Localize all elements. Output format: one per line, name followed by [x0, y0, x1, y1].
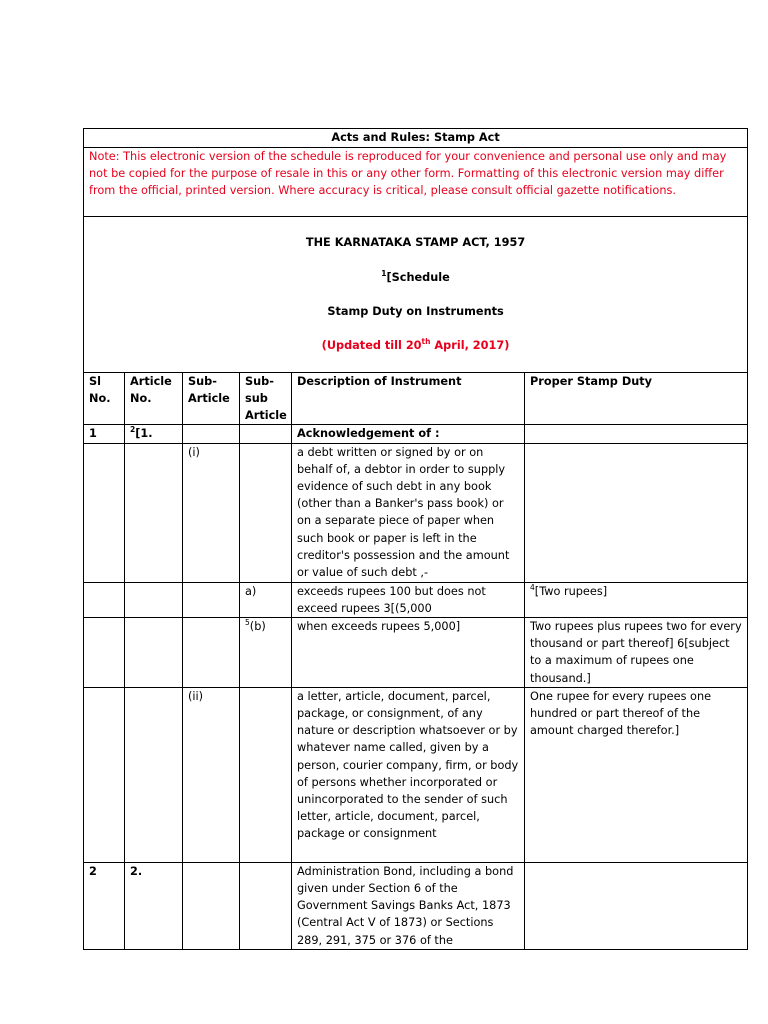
duty-text: [Two rupees]	[534, 584, 608, 598]
cell-sub-sub-article	[240, 687, 292, 862]
cell-description: Administration Bond, including a bond given under Section 6 of the Government Savings Banks Act, 1873 (Central Act V of 1873) or Sections 289, 291, 375 or 376 of the	[292, 862, 525, 949]
cell-sl	[84, 618, 125, 688]
col-header-article-no: Article No.	[125, 372, 183, 425]
table-row	[84, 618, 748, 688]
table-row	[84, 862, 748, 949]
col-header-description: Description of Instrument	[292, 372, 525, 425]
stamp-duty-schedule-table	[83, 128, 748, 950]
cell-sub-article	[183, 425, 240, 443]
copyright-note: Note: This electronic version of the schedule is reproduced for your convenience and personal use only and may not be copied for the purpose of resale in this or any other form. Formatting of this electronic version may differ from the official, printed version. Where accuracy is critical, please consult official gazette notifications.	[84, 148, 748, 217]
cell-sub-article	[183, 862, 240, 949]
cell-article	[125, 443, 183, 582]
col-header-sub-article: Sub-Article	[183, 372, 240, 425]
cell-duty: One rupee for every rupees one hundred or part thereof of the amount charged therefor.]	[525, 687, 748, 862]
header-title-row	[84, 129, 748, 148]
cell-duty	[525, 425, 748, 443]
schedule-footnote-marker: 1	[381, 268, 387, 278]
duty-footnote-marker: 4	[530, 582, 535, 592]
cell-article	[125, 687, 183, 862]
updated-ordinal: th	[421, 337, 431, 347]
act-heading	[84, 217, 748, 373]
cell-duty	[525, 862, 748, 949]
cell-sub-sub-article	[240, 618, 292, 688]
cell-sub-article	[183, 582, 240, 617]
cell-sl	[84, 443, 125, 582]
cell-sub-article: (ii)	[183, 687, 240, 862]
act-title: THE KARNATAKA STAMP ACT, 1957	[305, 236, 526, 250]
cell-description: Acknowledgement of :	[292, 425, 525, 443]
schedule-subtitle: Stamp Duty on Instruments	[327, 305, 504, 319]
cell-sub-sub-article	[240, 425, 292, 443]
column-header-row	[84, 372, 748, 425]
article-number: [1.	[135, 427, 153, 441]
cell-duty	[525, 443, 748, 582]
cell-sub-sub-article	[240, 862, 292, 949]
subsub-footnote-marker: 5	[245, 618, 250, 628]
cell-sl: 1	[84, 425, 125, 443]
cell-sl	[84, 687, 125, 862]
col-header-proper-stamp-duty: Proper Stamp Duty	[525, 372, 748, 425]
article-footnote-marker: 2	[130, 425, 136, 435]
cell-duty: Two rupees plus rupees two for every thousand or part thereof] 6[subject to a maximum of rupees one thousand.]	[525, 618, 748, 688]
cell-sl	[84, 582, 125, 617]
table-row	[84, 687, 748, 862]
table-row	[84, 425, 748, 443]
col-header-sl-no: Sl No.	[84, 372, 125, 425]
cell-description: when exceeds rupees 5,000]	[292, 618, 525, 688]
table-row	[84, 582, 748, 617]
col-header-sub-sub-article: Sub-sub Article	[240, 372, 292, 425]
cell-description: exceeds rupees 100 but does not exceed rupees 3[(5,000	[292, 582, 525, 617]
subsub-label: (b)	[249, 620, 266, 634]
cell-sub-article: (i)	[183, 443, 240, 582]
updated-prefix: (Updated till 20	[321, 339, 422, 353]
updated-suffix: April, 2017)	[430, 339, 510, 353]
table-row	[84, 443, 748, 582]
cell-article	[125, 425, 183, 443]
updated-line	[89, 337, 742, 354]
cell-article: 2.	[125, 862, 183, 949]
cell-sub-sub-article: a)	[240, 582, 292, 617]
cell-article	[125, 618, 183, 688]
schedule-label: [Schedule	[386, 270, 450, 284]
cell-duty	[525, 582, 748, 617]
cell-sl: 2	[84, 862, 125, 949]
cell-description: a debt written or signed by or on behalf of, a debtor in order to supply evidence of such debt in any book (other than a Banker's pass book) or on a separate piece of paper when such book or paper is left in the creditor's possession and the amount or value of such debt ,-	[292, 443, 525, 582]
cell-article	[125, 582, 183, 617]
cell-description: a letter, article, document, parcel, package, or consignment, of any nature or description whatsoever or by whatever name called, given by a person, courier company, firm, or body of persons whether incorporated or unincorporated to the sender of such letter, article, document, parcel, package or consignment	[292, 687, 525, 862]
document-title: Acts and Rules: Stamp Act	[84, 129, 748, 148]
cell-sub-sub-article	[240, 443, 292, 582]
act-heading-row	[84, 217, 748, 373]
schedule-label-line	[89, 269, 742, 286]
note-row	[84, 148, 748, 217]
cell-sub-article	[183, 618, 240, 688]
